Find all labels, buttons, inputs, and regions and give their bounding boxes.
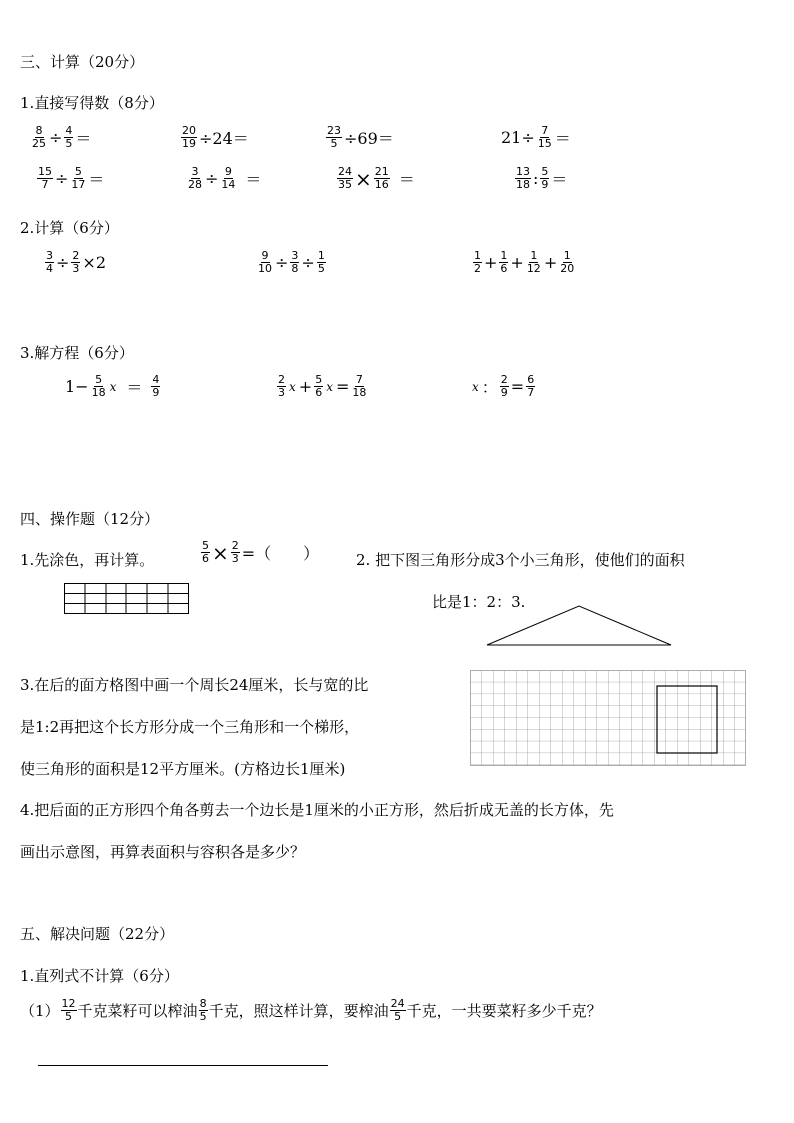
q4-3-line2: 是1:2再把这个长方形分成一个三角形和一个梯形， bbox=[20, 718, 360, 736]
expr-3-1-8: $\frac{13}{18}$ : $\frac{5}{9}$ ＝ bbox=[516, 165, 568, 191]
section-3-title: 三、计算（20分） bbox=[20, 53, 145, 71]
q4-3-line1: 3.在后的面方格图中画一个周长24厘米，长与宽的比 bbox=[20, 676, 369, 694]
q3-3-title: 3.解方程（6分） bbox=[20, 344, 134, 362]
q5-1-1: （1） $\frac{12}{5}$ 千克菜籽可以榨油 $\frac{8}{5}$ 千克，照这样计算，要榨油 $\frac{24}{5}$ 千克，一共要菜籽多少千克？ bbox=[20, 997, 602, 1023]
shading-grid[interactable] bbox=[64, 583, 190, 615]
answer-line[interactable] bbox=[38, 1065, 328, 1066]
q4-1-text: 1.先涂色，再计算。 bbox=[20, 551, 155, 569]
q5-1-title: 1.直列式不计算（6分） bbox=[20, 967, 179, 985]
expr-4-1: $\frac{5}{6}$ × $\frac{2}{3}$ =（ ） bbox=[202, 539, 320, 565]
expr-3-1-4: 21÷ $\frac{7}{15}$ ＝ bbox=[501, 124, 571, 150]
expr-3-1-1: $\frac{8}{25}$ ÷ $\frac{4}{5}$ ＝ bbox=[32, 124, 92, 150]
expr-3-1-3: $\frac{23}{5}$ ÷69＝ bbox=[327, 124, 394, 150]
q3-1-title: 1.直接写得数（8分） bbox=[20, 94, 164, 112]
q3-2-title: 2.计算（6分） bbox=[20, 219, 119, 237]
equation-3-3-1: 1− $\frac{5}{18}$ x ＝ $\frac{4}{9}$ bbox=[65, 373, 160, 399]
expr-3-1-6: $\frac{3}{28}$ ÷ $\frac{9}{14}$ ＝ bbox=[188, 165, 262, 191]
square-grid[interactable] bbox=[470, 670, 746, 768]
expr-3-2-3: $\frac{1}{2}$ + $\frac{1}{6}$ + $\frac{1}{12}$ + $\frac{1}{20}$ bbox=[474, 249, 575, 275]
equation-3-3-2: $\frac{2}{3}$ x + $\frac{5}{6}$ x = $\frac{7}{18}$ bbox=[278, 373, 367, 399]
expr-3-2-2: $\frac{9}{10}$ ÷ $\frac{3}{8}$ ÷ $\frac{1}{5}$ bbox=[258, 249, 325, 275]
q4-2-line1: 2. 把下图三角形分成3个小三角形，使他们的面积 bbox=[356, 551, 685, 569]
expr-3-1-7: $\frac{24}{35}$ × $\frac{21}{16}$ ＝ bbox=[338, 165, 415, 191]
section-4-title: 四、操作题（12分） bbox=[20, 510, 160, 528]
expr-3-2-1: $\frac{3}{4}$ ÷ $\frac{2}{3}$ ×2 bbox=[46, 249, 106, 275]
expr-3-1-5: $\frac{15}{7}$ ÷ $\frac{5}{17}$ ＝ bbox=[38, 165, 105, 191]
q4-4-line2: 画出示意图，再算表面积与容积各是多少？ bbox=[20, 843, 306, 861]
section-5-title: 五、解决问题（22分） bbox=[20, 925, 175, 943]
expr-3-1-2: $\frac{20}{19}$ ÷24＝ bbox=[182, 124, 249, 150]
equation-3-3-3: x ： $\frac{2}{9}$ = $\frac{6}{7}$ bbox=[472, 373, 535, 399]
q4-2-line2: 比是1：2：3. bbox=[432, 593, 526, 611]
triangle-figure[interactable] bbox=[485, 604, 675, 648]
q4-3-line3: 使三角形的面积是12平方厘米。(方格边长1厘米) bbox=[20, 760, 346, 778]
q4-4-line1: 4.把后面的正方形四个角各剪去一个边长是1厘米的小正方形，然后折成无盖的长方体，先 bbox=[20, 801, 614, 819]
